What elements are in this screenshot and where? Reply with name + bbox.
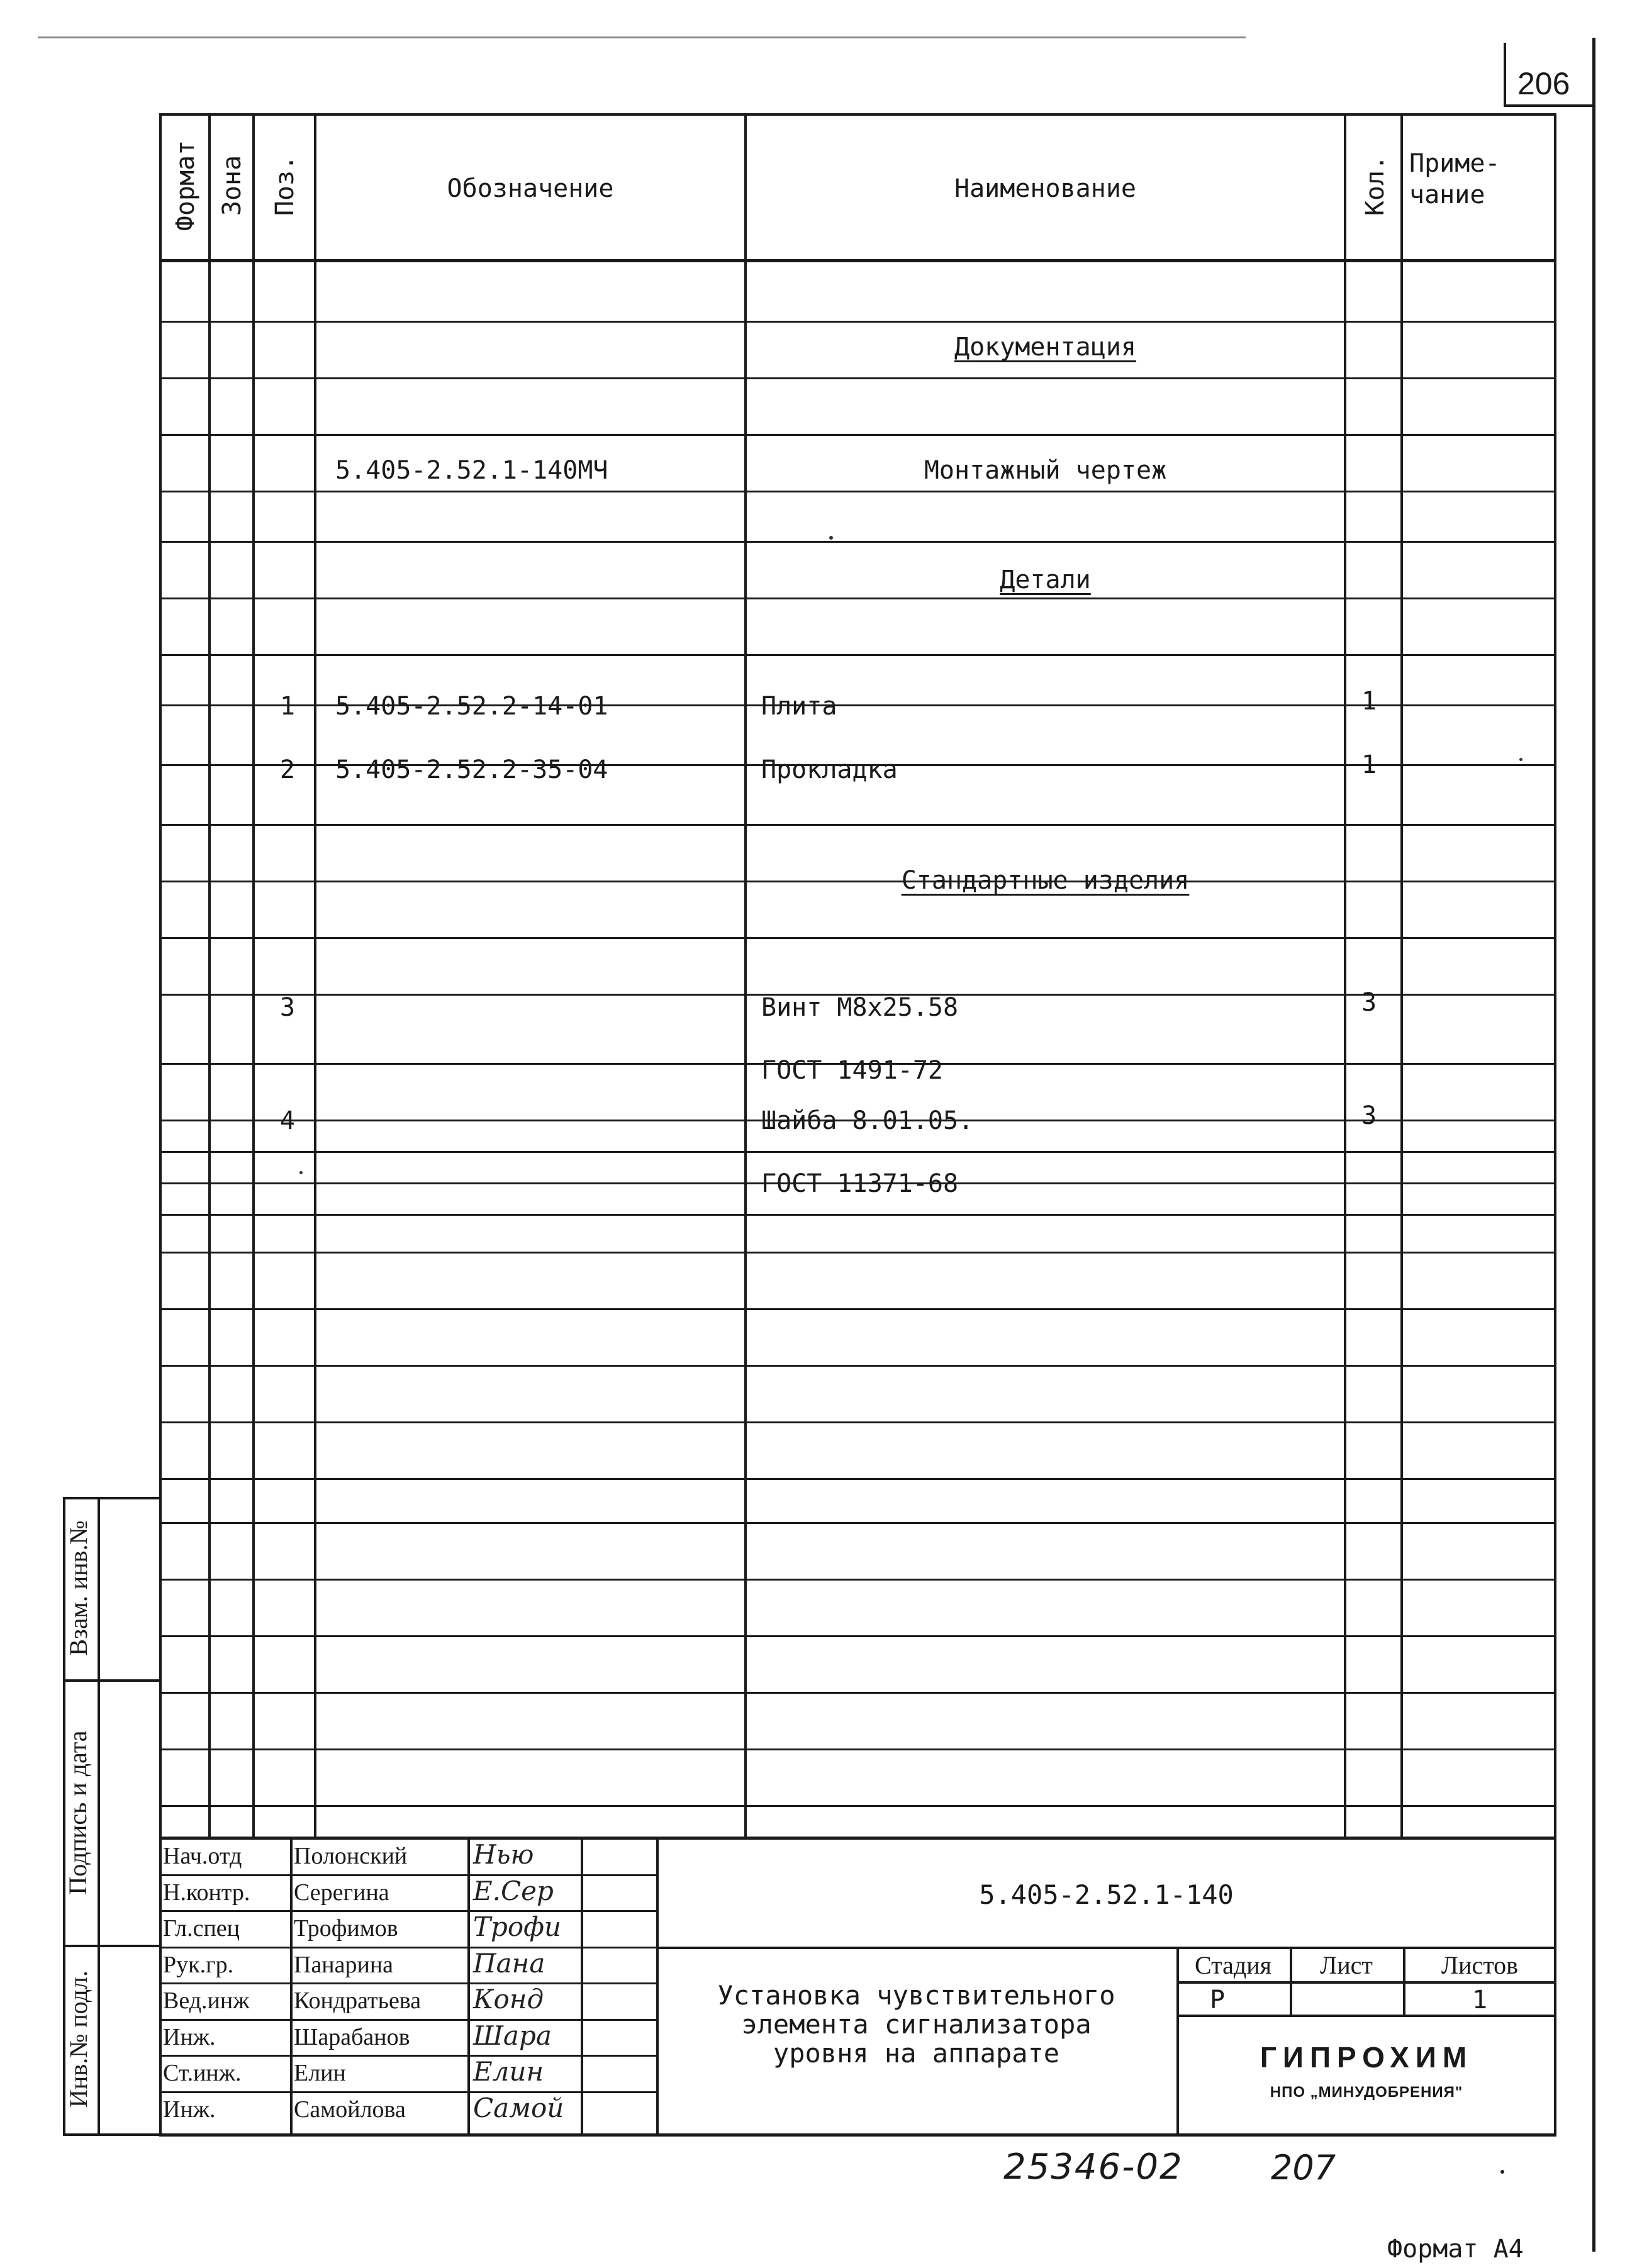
tb-col-sign xyxy=(581,1837,583,2135)
row-name: Прокладка xyxy=(761,755,898,784)
row-line xyxy=(159,1214,1556,1216)
sheets-value: 1 xyxy=(1472,1986,1488,2015)
org-name: ГИПРОХИМ xyxy=(1260,2041,1473,2074)
person-name: Панарина xyxy=(294,1952,394,1978)
col-line-4 xyxy=(744,113,747,1837)
org-subtitle: НПО „МИНУДОБРЕНИЯ" xyxy=(1270,2084,1463,2101)
row-line xyxy=(159,654,1556,656)
side-strip-inner xyxy=(98,1497,100,2135)
sheet-label: Лист xyxy=(1320,1951,1373,1979)
row-line xyxy=(159,1692,1556,1694)
person-role: Н.контр. xyxy=(163,1879,250,1906)
stage-value: Р xyxy=(1209,1986,1226,2015)
person-role: Ст.инж. xyxy=(163,2060,242,2086)
person-name: Серегина xyxy=(294,1879,389,1906)
person-name: Самойлова xyxy=(294,2096,406,2123)
person-signature: Елин xyxy=(473,2056,544,2087)
row-pos: 3 xyxy=(279,993,295,1022)
header-name: Наименование xyxy=(954,174,1136,203)
row-line xyxy=(159,321,1556,323)
sheet-number: 206 xyxy=(1517,66,1570,101)
header-qty: Кол. xyxy=(1361,155,1390,216)
row-qty: 3 xyxy=(1361,1101,1377,1130)
tb-row-line xyxy=(159,1910,656,1912)
header-pos: Поз. xyxy=(271,155,299,216)
side-strip-div-1 xyxy=(63,1679,160,1682)
person-signature: Нью xyxy=(473,1839,534,1870)
row-name: Монтажный чертеж xyxy=(924,456,1167,485)
tb-code-divider xyxy=(656,1947,1556,1949)
person-role: Вед.инж xyxy=(163,1987,250,2014)
person-signature: Трофи xyxy=(473,1911,562,1942)
sheets-label: Листов xyxy=(1441,1951,1519,1979)
row-designation: 5.405-2.52.2-14-01 xyxy=(335,692,608,721)
row-pos: 1 xyxy=(279,692,295,721)
row-line xyxy=(159,598,1556,599)
person-role: Инж. xyxy=(163,2096,216,2123)
person-name: Кондратьева xyxy=(294,1987,422,2014)
tb-stage-header-line xyxy=(1176,1981,1556,1984)
person-signature: Е.Сер xyxy=(473,1876,554,1906)
row-line xyxy=(159,1365,1556,1367)
person-name: Полонский xyxy=(294,1843,408,1869)
row-line xyxy=(159,377,1556,379)
footer-dot xyxy=(1500,2170,1504,2174)
tb-col-role xyxy=(290,1837,293,2135)
section-heading: Документация xyxy=(954,333,1136,362)
row-pos: 2 xyxy=(279,755,295,784)
document-code: 5.405-2.52.1-140 xyxy=(979,1879,1234,1910)
archive-number: 25346-02 xyxy=(1003,2147,1183,2187)
side-label-vzam-inv: Взам. инв.№ xyxy=(64,1520,92,1656)
row-pos: 4 xyxy=(279,1106,295,1135)
side-label-inv-podl: Инв.№ подл. xyxy=(64,1971,92,2108)
row-line xyxy=(159,541,1556,543)
title-block-bottom xyxy=(159,2133,1556,2137)
row-name: Плита xyxy=(761,692,837,721)
header-top-line xyxy=(159,113,1556,116)
person-signature: Пана xyxy=(473,1948,545,1979)
title-block-top xyxy=(159,1837,1556,1840)
row-line xyxy=(159,1579,1556,1581)
person-role: Нач.отд xyxy=(163,1843,242,1869)
header-designation: Обозначение xyxy=(447,174,614,203)
person-role: Инж. xyxy=(163,2024,216,2050)
col-line-6 xyxy=(1400,113,1403,1837)
row-line xyxy=(159,1252,1556,1254)
row-line xyxy=(159,824,1556,826)
tb-stage-bottom-line xyxy=(1176,2015,1556,2017)
row-designation: 5.405-2.52.1-140МЧ xyxy=(335,456,608,485)
col-line-5 xyxy=(1344,113,1346,1837)
tb-row-line xyxy=(159,1947,656,1948)
stray-dot xyxy=(829,536,833,540)
row-name: ГОСТ 11371-68 xyxy=(761,1169,959,1198)
tb-row-line xyxy=(159,2091,656,2093)
row-qty: 3 xyxy=(1361,988,1377,1017)
side-strip-bottom xyxy=(63,2133,160,2136)
row-line xyxy=(159,1748,1556,1750)
sheet-number-box-left xyxy=(1504,43,1506,106)
col-line-7 xyxy=(1554,113,1556,2135)
person-name: Трофимов xyxy=(294,1915,398,1942)
stage-label: Стадия xyxy=(1194,1951,1272,1979)
row-line xyxy=(159,491,1556,492)
person-name: Шарабанов xyxy=(294,2024,410,2050)
header-bottom-line xyxy=(159,259,1556,262)
row-name: Шайба 8.01.05. xyxy=(761,1106,974,1135)
footer-page-number: 207 xyxy=(1271,2148,1336,2187)
row-designation: 5.405-2.52.2-35-04 xyxy=(335,755,608,784)
person-role: Гл.спец xyxy=(163,1915,240,1942)
section-heading: Детали xyxy=(1000,565,1091,594)
row-line xyxy=(159,1308,1556,1310)
row-line xyxy=(159,1421,1556,1423)
section-heading: Стандартные изделия xyxy=(901,866,1190,895)
row-line xyxy=(159,434,1556,436)
row-qty: 1 xyxy=(1361,687,1377,716)
col-line-1 xyxy=(208,113,211,1837)
person-signature: Конд xyxy=(473,1984,544,2015)
right-edge-line xyxy=(1592,38,1595,2252)
header-format: Формат xyxy=(171,140,200,231)
person-name: Елин xyxy=(294,2060,346,2086)
document-title: Установка чувствительного элемента сигнализатора уровня на аппарате xyxy=(717,1980,1115,2069)
row-line xyxy=(159,1635,1556,1637)
row-name: Винт М8х25.58 xyxy=(761,993,959,1022)
row-name: ГОСТ 1491-72 xyxy=(761,1056,943,1085)
row-line xyxy=(159,1151,1556,1153)
header-note: Приме- чание xyxy=(1409,149,1500,209)
tb-row-line xyxy=(159,1874,656,1876)
person-signature: Шара xyxy=(473,2020,552,2051)
col-line-0 xyxy=(159,113,162,2135)
tb-col-name xyxy=(467,1837,470,2135)
col-line-3 xyxy=(314,113,316,1837)
format-label: Формат А4 xyxy=(1387,2235,1524,2264)
header-zone: Зона xyxy=(218,155,247,216)
tb-row-line xyxy=(159,2019,656,2021)
row-qty: 1 xyxy=(1361,750,1377,779)
row-line xyxy=(159,1478,1556,1480)
row-line xyxy=(159,1522,1556,1524)
person-signature: Самой xyxy=(473,2093,564,2123)
row-line xyxy=(159,1805,1556,1807)
side-label-podpis-data: Подпись и дата xyxy=(64,1730,92,1895)
person-role: Рук.гр. xyxy=(163,1952,234,1978)
col-line-2 xyxy=(252,113,255,1837)
side-strip-div-2 xyxy=(63,1945,160,1947)
top-rule xyxy=(38,36,1246,38)
tb-row-line xyxy=(159,1982,656,1984)
tb-row-line xyxy=(159,2055,656,2057)
sheet-number-box-bottom xyxy=(1504,104,1595,107)
side-strip-top xyxy=(63,1497,160,1499)
row-line xyxy=(159,937,1556,939)
stray-dot xyxy=(1519,758,1522,761)
stray-dot xyxy=(299,1171,303,1174)
